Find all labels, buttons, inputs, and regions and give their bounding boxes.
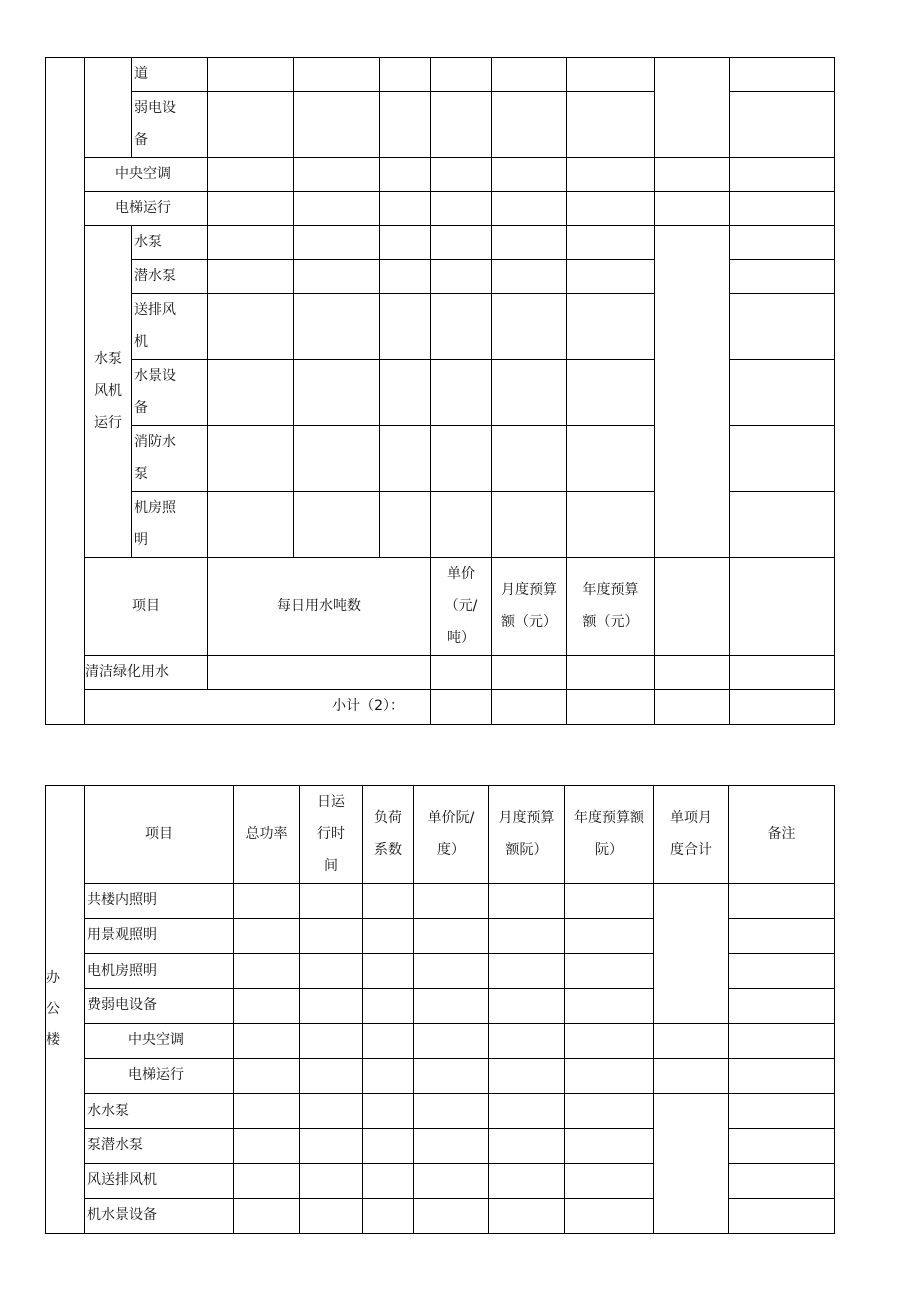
table-row — [46, 690, 835, 725]
row-label-landscape-lighting: 用景观照明 — [85, 919, 234, 954]
row-label-weak-power: 费弱电设备 — [85, 989, 234, 1024]
item-monthly-total-cell — [655, 226, 730, 558]
row-label-electric-room-lighting: 电机房照明 — [85, 954, 234, 989]
outer-margin-cell — [46, 58, 85, 725]
row-label-central-ac: 中央空调 — [85, 1024, 234, 1059]
row-label-public-indoor-lighting: 共楼内照明 — [85, 884, 234, 919]
group-label-office-building: 办公楼 — [46, 786, 85, 1234]
table-row — [46, 884, 835, 919]
header-daily-hours: 日运行时间 — [300, 786, 363, 884]
row-label-submersible-pump: 泵潜水泵 — [85, 1129, 234, 1164]
item-monthly-total-cell — [654, 1094, 729, 1234]
row-label-exhaust-fan: 风送排风机 — [85, 1164, 234, 1199]
table-row — [46, 1024, 835, 1059]
table-row — [46, 656, 835, 690]
table-row — [46, 558, 835, 656]
table-header-row — [46, 786, 835, 884]
table-row — [46, 1094, 835, 1129]
row-label-road: 道 — [132, 58, 208, 92]
water-header-monthly-budget: 月度预算额（元） — [492, 558, 567, 656]
row-label-cleaning-water: 清洁绿化用水 — [85, 656, 208, 690]
group-label-pump-fan: 水泵风机运行 — [85, 226, 132, 558]
row-label-central-ac: 中央空调 — [85, 158, 208, 192]
row-label-pump: 水泵 — [132, 226, 208, 260]
header-load-factor: 负荷系数 — [363, 786, 414, 884]
row-label-waterscape: 机水景设备 — [85, 1199, 234, 1234]
row-label-pump: 水水泵 — [85, 1094, 234, 1129]
header-unit-price: 单价阮/度） — [414, 786, 489, 884]
header-monthly-budget: 月度预算额阮） — [489, 786, 565, 884]
header-total-power: 总功率 — [234, 786, 300, 884]
header-item-monthly-total: 单项月度合计 — [654, 786, 729, 884]
table-row — [46, 192, 835, 226]
group-cell — [85, 58, 132, 158]
row-label-fire-pump: 消防水泵 — [132, 426, 208, 492]
row-label-submersible-pump: 潜水泵 — [132, 260, 208, 294]
energy-budget-table-upper — [45, 57, 835, 725]
row-label-waterscape: 水景设备 — [132, 360, 208, 426]
table-row — [46, 226, 835, 260]
water-header-item: 项目 — [85, 558, 208, 656]
row-label-elevator: 电梯运行 — [85, 1059, 234, 1094]
item-monthly-total-cell — [654, 884, 729, 1024]
row-label-weak-power: 弱电设备 — [132, 92, 208, 158]
item-monthly-total-cell — [655, 58, 730, 158]
water-header-daily-tons: 每日用水吨数 — [208, 558, 431, 656]
energy-budget-table-office — [45, 785, 835, 1234]
water-header-annual-budget: 年度预算额（元） — [567, 558, 655, 656]
water-header-unit-price: 单价（元/吨） — [431, 558, 492, 656]
row-label-exhaust-fan: 送排风机 — [132, 294, 208, 360]
header-item: 项目 — [85, 786, 234, 884]
row-label-machine-room-lighting: 机房照明 — [132, 492, 208, 558]
header-remarks: 备注 — [729, 786, 835, 884]
header-annual-budget: 年度预算额阮） — [565, 786, 654, 884]
table-row — [46, 1059, 835, 1094]
subtotal-label: 小计（2）： — [85, 690, 431, 725]
table-row — [46, 158, 835, 192]
table-row — [46, 58, 835, 92]
row-label-elevator: 电梯运行 — [85, 192, 208, 226]
